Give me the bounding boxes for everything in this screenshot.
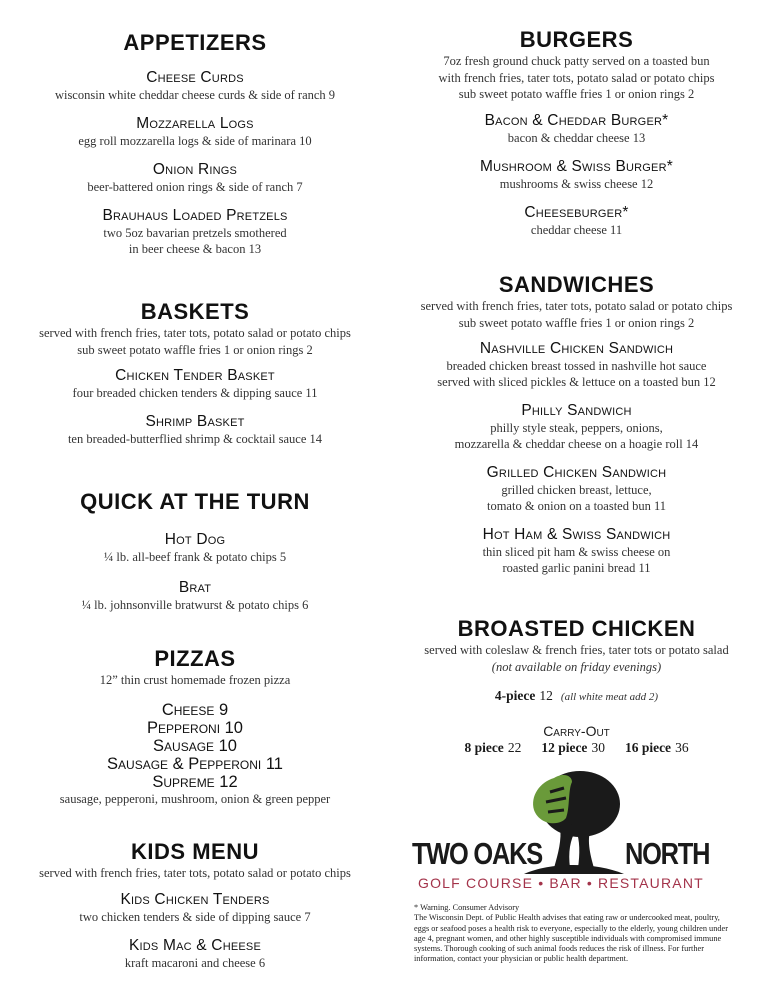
item-desc: mozzarella & cheddar cheese on a hoagie roll 14	[454, 437, 699, 451]
appetizers-section	[0, 30, 390, 257]
menu-item	[0, 115, 390, 149]
section-subtitle: sub sweet potato waffle fries 1 or onion rings 2	[458, 315, 695, 330]
menu-item	[385, 464, 768, 514]
item-name: Brauhaus Loaded Pretzels	[102, 207, 288, 224]
item-desc: grilled chicken breast, lettuce,	[501, 483, 652, 497]
item-desc: ten breaded-butterflied shrimp & cocktail sauce 14	[67, 432, 323, 446]
pizza-item: Supreme 12	[152, 772, 238, 791]
menu-item	[385, 204, 768, 238]
section-title: QUICK AT THE TURN	[80, 489, 310, 514]
item-desc: tomato & onion on a toasted bun 11	[486, 499, 667, 513]
carry-out-title: Carry-Out	[543, 723, 610, 739]
item-desc: two 5oz bavarian pretzels smothered	[103, 226, 287, 240]
pizza-item: Pepperoni 10	[147, 718, 243, 737]
pizza-list	[0, 701, 390, 791]
quick-at-the-turn-section	[0, 489, 390, 613]
menu-item	[0, 367, 390, 401]
logo-right-word: NORTH	[625, 836, 710, 871]
section-title: PIZZAS	[154, 646, 236, 671]
menu-item	[0, 413, 390, 447]
item-desc: in beer cheese & bacon 13	[128, 242, 262, 256]
burgers-section	[385, 27, 768, 238]
pizza-item: Sausage 10	[153, 736, 237, 755]
baskets-section	[0, 299, 390, 447]
carry-label: 12 piece	[541, 740, 588, 755]
menu-item	[0, 891, 390, 925]
section-title: BROASTED CHICKEN	[457, 616, 696, 641]
broasted-chicken-section	[385, 616, 768, 757]
menu-item	[385, 402, 768, 452]
section-subtitle: served with french fries, tater tots, potato salad or potato chips	[39, 326, 351, 340]
item-desc: cheddar cheese 11	[530, 222, 623, 237]
item-name: Hot Ham & Swiss Sandwich	[482, 526, 671, 543]
item-name: Onion Rings	[152, 161, 238, 178]
section-title: BASKETS	[140, 299, 250, 324]
four-piece-price: 12	[539, 688, 553, 703]
item-desc: mushrooms & swiss cheese 12	[499, 176, 654, 191]
item-name: Brat	[178, 579, 212, 596]
availability-note: (not available on friday evenings)	[491, 659, 662, 674]
section-subtitle: with french fries, tater tots, potato salad or potato chips	[438, 70, 715, 85]
advisory-body: The Wisconsin Dept. of Public Health advises that eating raw or undercooked meat, poultry, eggs or seafood poses a health risk to everyone, especially to the elderly, young children under age 4, pregnant women, and other highly susceptible individuals with compromised immune systems. Thorough cooking of such animal foods reduces the risk of illness. For further information, contact your physician or public health department.	[414, 913, 728, 964]
four-piece-row	[385, 687, 768, 705]
section-subtitle: sub sweet potato waffle fries 1 or onion rings 2	[77, 342, 313, 357]
item-name: Bacon & Cheddar Burger*	[484, 111, 669, 129]
item-desc: bacon & cheddar cheese 13	[507, 130, 646, 145]
section-title: KIDS MENU	[131, 839, 259, 864]
supreme-desc: sausage, pepperoni, mushroom, onion & green pepper	[59, 791, 331, 806]
item-name: Shrimp Basket	[145, 413, 245, 430]
advisory-heading: * Warning. Consumer Advisory	[414, 903, 520, 912]
item-desc: two chicken tenders & side of dipping sauce 7	[79, 909, 311, 924]
section-subtitle: served with coleslaw & french fries, tater tots or potato salad	[424, 643, 729, 657]
item-name: Philly Sandwich	[521, 402, 632, 419]
menu-item	[385, 340, 768, 390]
section-subtitle: 12” thin crust homemade frozen pizza	[99, 673, 291, 687]
carry-price: 36	[675, 740, 689, 755]
carry-label: 16 piece	[624, 740, 672, 755]
item-name: Cheese Curds	[146, 69, 244, 86]
item-desc: beer-battered onion rings & side of ranch 7	[87, 180, 303, 194]
item-name: Grilled Chicken Sandwich	[486, 464, 667, 481]
pizzas-section	[0, 646, 390, 807]
white-meat-note: (all white meat add 2)	[560, 691, 659, 703]
item-desc: wisconsin white cheddar cheese curds & side of ranch 9	[54, 88, 336, 102]
section-title: APPETIZERS	[123, 30, 267, 55]
section-subtitle: served with french fries, tater tots, potato salad or potato chips	[39, 866, 351, 880]
section-title: BURGERS	[519, 27, 634, 52]
two-oaks-north-logo	[410, 768, 720, 896]
kids-menu-section	[0, 839, 390, 971]
carry-price: 30	[591, 740, 605, 755]
menu-item	[0, 69, 390, 103]
item-desc: kraft macaroni and cheese 6	[124, 955, 266, 970]
menu-item	[385, 112, 768, 146]
pizza-item: Cheese 9	[161, 700, 229, 719]
section-subtitle: sub sweet potato waffle fries 1 or onion rings 2	[458, 87, 695, 101]
item-desc: philly style steak, peppers, onions,	[490, 421, 663, 435]
menu-item	[385, 158, 768, 192]
item-desc: four breaded chicken tenders & dipping sauce 11	[72, 386, 318, 400]
item-name: Cheeseburger*	[524, 203, 629, 221]
menu-item	[385, 526, 768, 576]
carry-out-row	[385, 739, 768, 757]
carry-label: 8 piece	[464, 740, 504, 755]
menu-item	[0, 161, 390, 195]
logo-left-word: TWO OAKS	[412, 836, 542, 871]
pizza-item: Sausage & Pepperoni 11	[107, 754, 283, 773]
sandwiches-section	[385, 272, 768, 576]
section-subtitle: 7oz fresh ground chuck patty served on a toasted bun	[443, 54, 710, 68]
menu-item	[0, 579, 390, 613]
section-title: SANDWICHES	[498, 272, 655, 297]
item-name: Nashville Chicken Sandwich	[479, 340, 674, 357]
item-name: Mushroom & Swiss Burger*	[480, 157, 673, 175]
carry-price: 22	[507, 740, 522, 755]
item-name: Mozzarella Logs	[136, 115, 254, 132]
item-name: Hot Dog	[164, 531, 226, 548]
item-name: Kids Chicken Tenders	[120, 890, 270, 908]
menu-item	[0, 531, 390, 565]
item-desc: served with sliced pickles & lettuce on a toasted bun 12	[437, 375, 716, 389]
logo-tagline: GOLF COURSE • BAR • RESTAURANT	[418, 875, 704, 891]
item-desc: ¼ lb. all-beef frank & potato chips 5	[103, 550, 287, 564]
menu-item	[0, 207, 390, 257]
section-subtitle: served with french fries, tater tots, potato salad or potato chips	[420, 299, 733, 313]
item-desc: egg roll mozzarella logs & side of marinara 10	[78, 134, 312, 148]
item-desc: ¼ lb. johnsonville bratwurst & potato chips 6	[81, 598, 309, 612]
item-desc: thin sliced pit ham & swiss cheese on	[482, 545, 671, 559]
item-name: Chicken Tender Basket	[115, 367, 275, 384]
item-desc: breaded chicken breast tossed in nashville hot sauce	[446, 359, 707, 373]
item-name: Kids Mac & Cheese	[128, 936, 261, 954]
item-desc: roasted garlic panini bread 11	[502, 561, 651, 575]
four-piece-label: 4-piece	[494, 688, 536, 703]
consumer-advisory	[414, 903, 734, 965]
menu-item	[0, 937, 390, 971]
